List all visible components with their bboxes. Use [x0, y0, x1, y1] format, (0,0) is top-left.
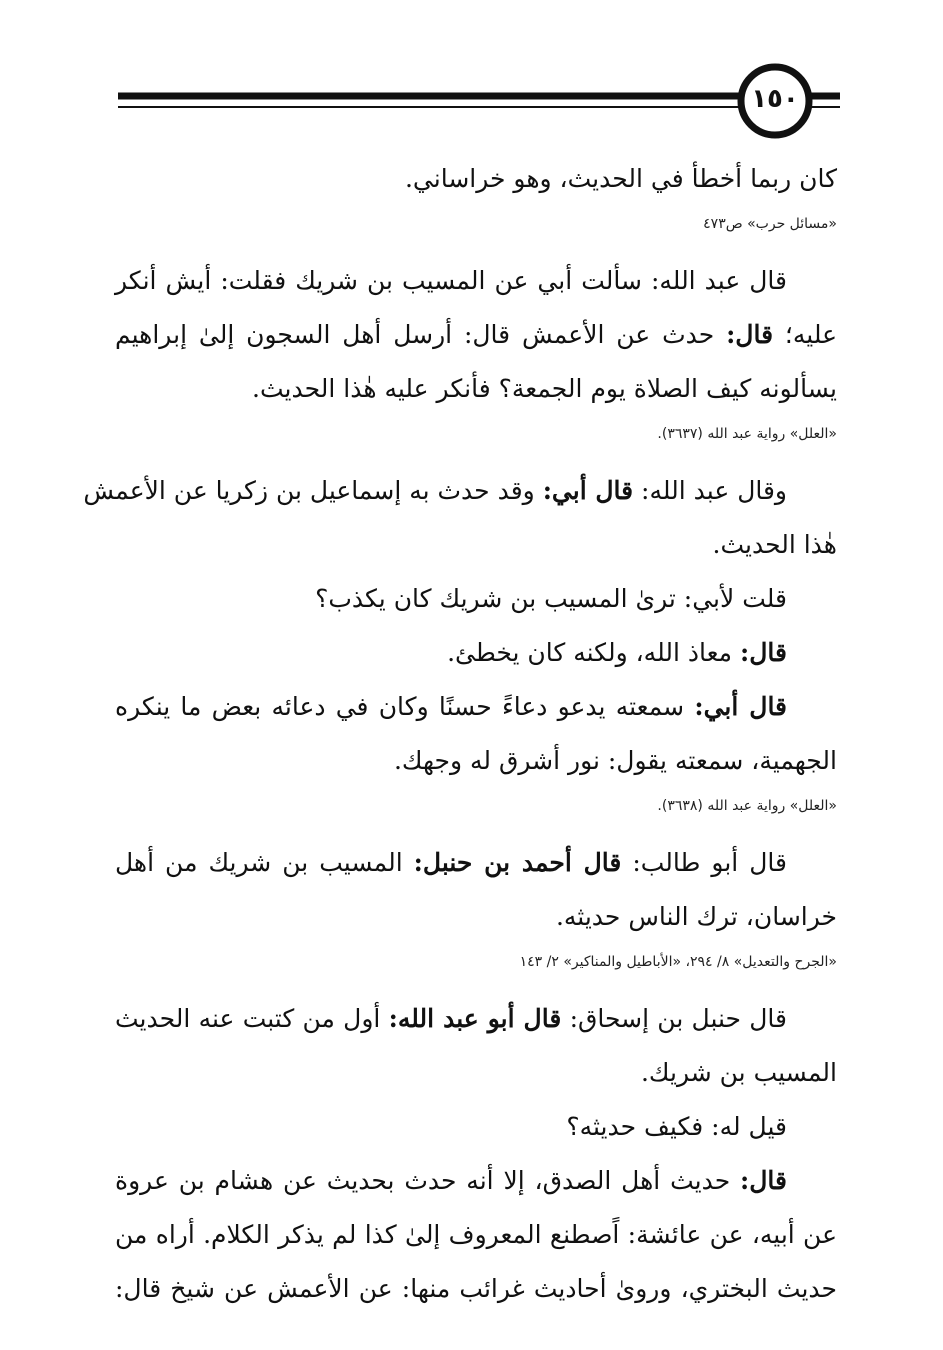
text-line: حديث البختري، وروىٰ أحاديث غرائب منها: عن الأعمش عن شيخ قال: — [115, 1274, 838, 1303]
speaker-label: قال أبي: — [542, 476, 634, 505]
header-ornament — [0, 0, 943, 140]
text-line: قيل له: فكيف حديثه؟ — [566, 1112, 787, 1141]
text-line: قال أبو طالب: قال أحمد بن حنبل: المسيب بن شريك من أهل — [115, 848, 787, 877]
speaker-label: قال أحمد بن حنبل: — [413, 848, 622, 877]
text-line: عليه؛ قال: حدث عن الأعمش قال: أرسل أهل السجون إلىٰ إبراهيم — [115, 320, 838, 349]
page-number: ١٥٠ — [751, 84, 799, 114]
speaker-label: قال: — [740, 638, 787, 667]
source-citation: «العلل» رواية عبد الله (٣٦٣٧). — [657, 426, 837, 442]
text-line: قال أبي: سمعته يدعو دعاءً حسنًا وكان في دعائه بعض ما ينكره — [115, 692, 788, 721]
page-header — [0, 0, 943, 140]
text-line: الجهمية، سمعته يقول: نور أشرق له وجهك. — [393, 746, 837, 775]
text-line: هٰذا الحديث. — [712, 530, 837, 559]
source-citation: «العلل» رواية عبد الله (٣٦٣٨). — [657, 798, 837, 814]
text-line: قال حنبل بن إسحاق: قال أبو عبد الله: أول من كتبت عنه الحديث — [115, 1004, 787, 1033]
text-line: خراسان، ترك الناس حديثه. — [555, 902, 837, 931]
speaker-label: قال: — [740, 1166, 787, 1195]
source-citation: «الجرح والتعديل» ٨/ ٢٩٤، «الأباطيل والمناكير» ٢/ ١٤٣ — [519, 954, 837, 970]
source-citation: «مسائل حرب» ص٤٧٣ — [703, 216, 837, 232]
text-line: قال عبد الله: سألت أبي عن المسيب بن شريك فقلت: أيش أنكر — [115, 266, 787, 295]
text-line: كان ربما أخطأ في الحديث، وهو خراساني. — [404, 164, 837, 193]
text-line: قال: معاذ الله، ولكنه كان يخطئ. — [447, 638, 787, 667]
text-line: يسألونه كيف الصلاة يوم الجمعة؟ فأنكر عليه هٰذا الحديث. — [252, 374, 837, 403]
text-line: قال: حديث أهل الصدق، إلا أنه حدث بحديث عن هشام بن عروة — [115, 1166, 787, 1195]
speaker-label: قال أبو عبد الله: — [388, 1004, 562, 1033]
speaker-label: قال أبي: — [694, 692, 788, 721]
text-line: قلت لأبي: ترىٰ المسيب بن شريك كان يكذب؟ — [315, 584, 787, 613]
page-body — [83, 152, 838, 1316]
speaker-label: قال: — [726, 320, 774, 349]
text-line: وقال عبد الله: قال أبي: وقد حدث به إسماعيل بن زكريا عن الأعمش — [83, 476, 787, 505]
text-line: المسيب بن شريك. — [640, 1058, 837, 1087]
text-line: عن أبيه، عن عائشة: اًصطنع المعروف إلىٰ كذا لم يذكر الكلام. أراه من — [115, 1220, 837, 1249]
